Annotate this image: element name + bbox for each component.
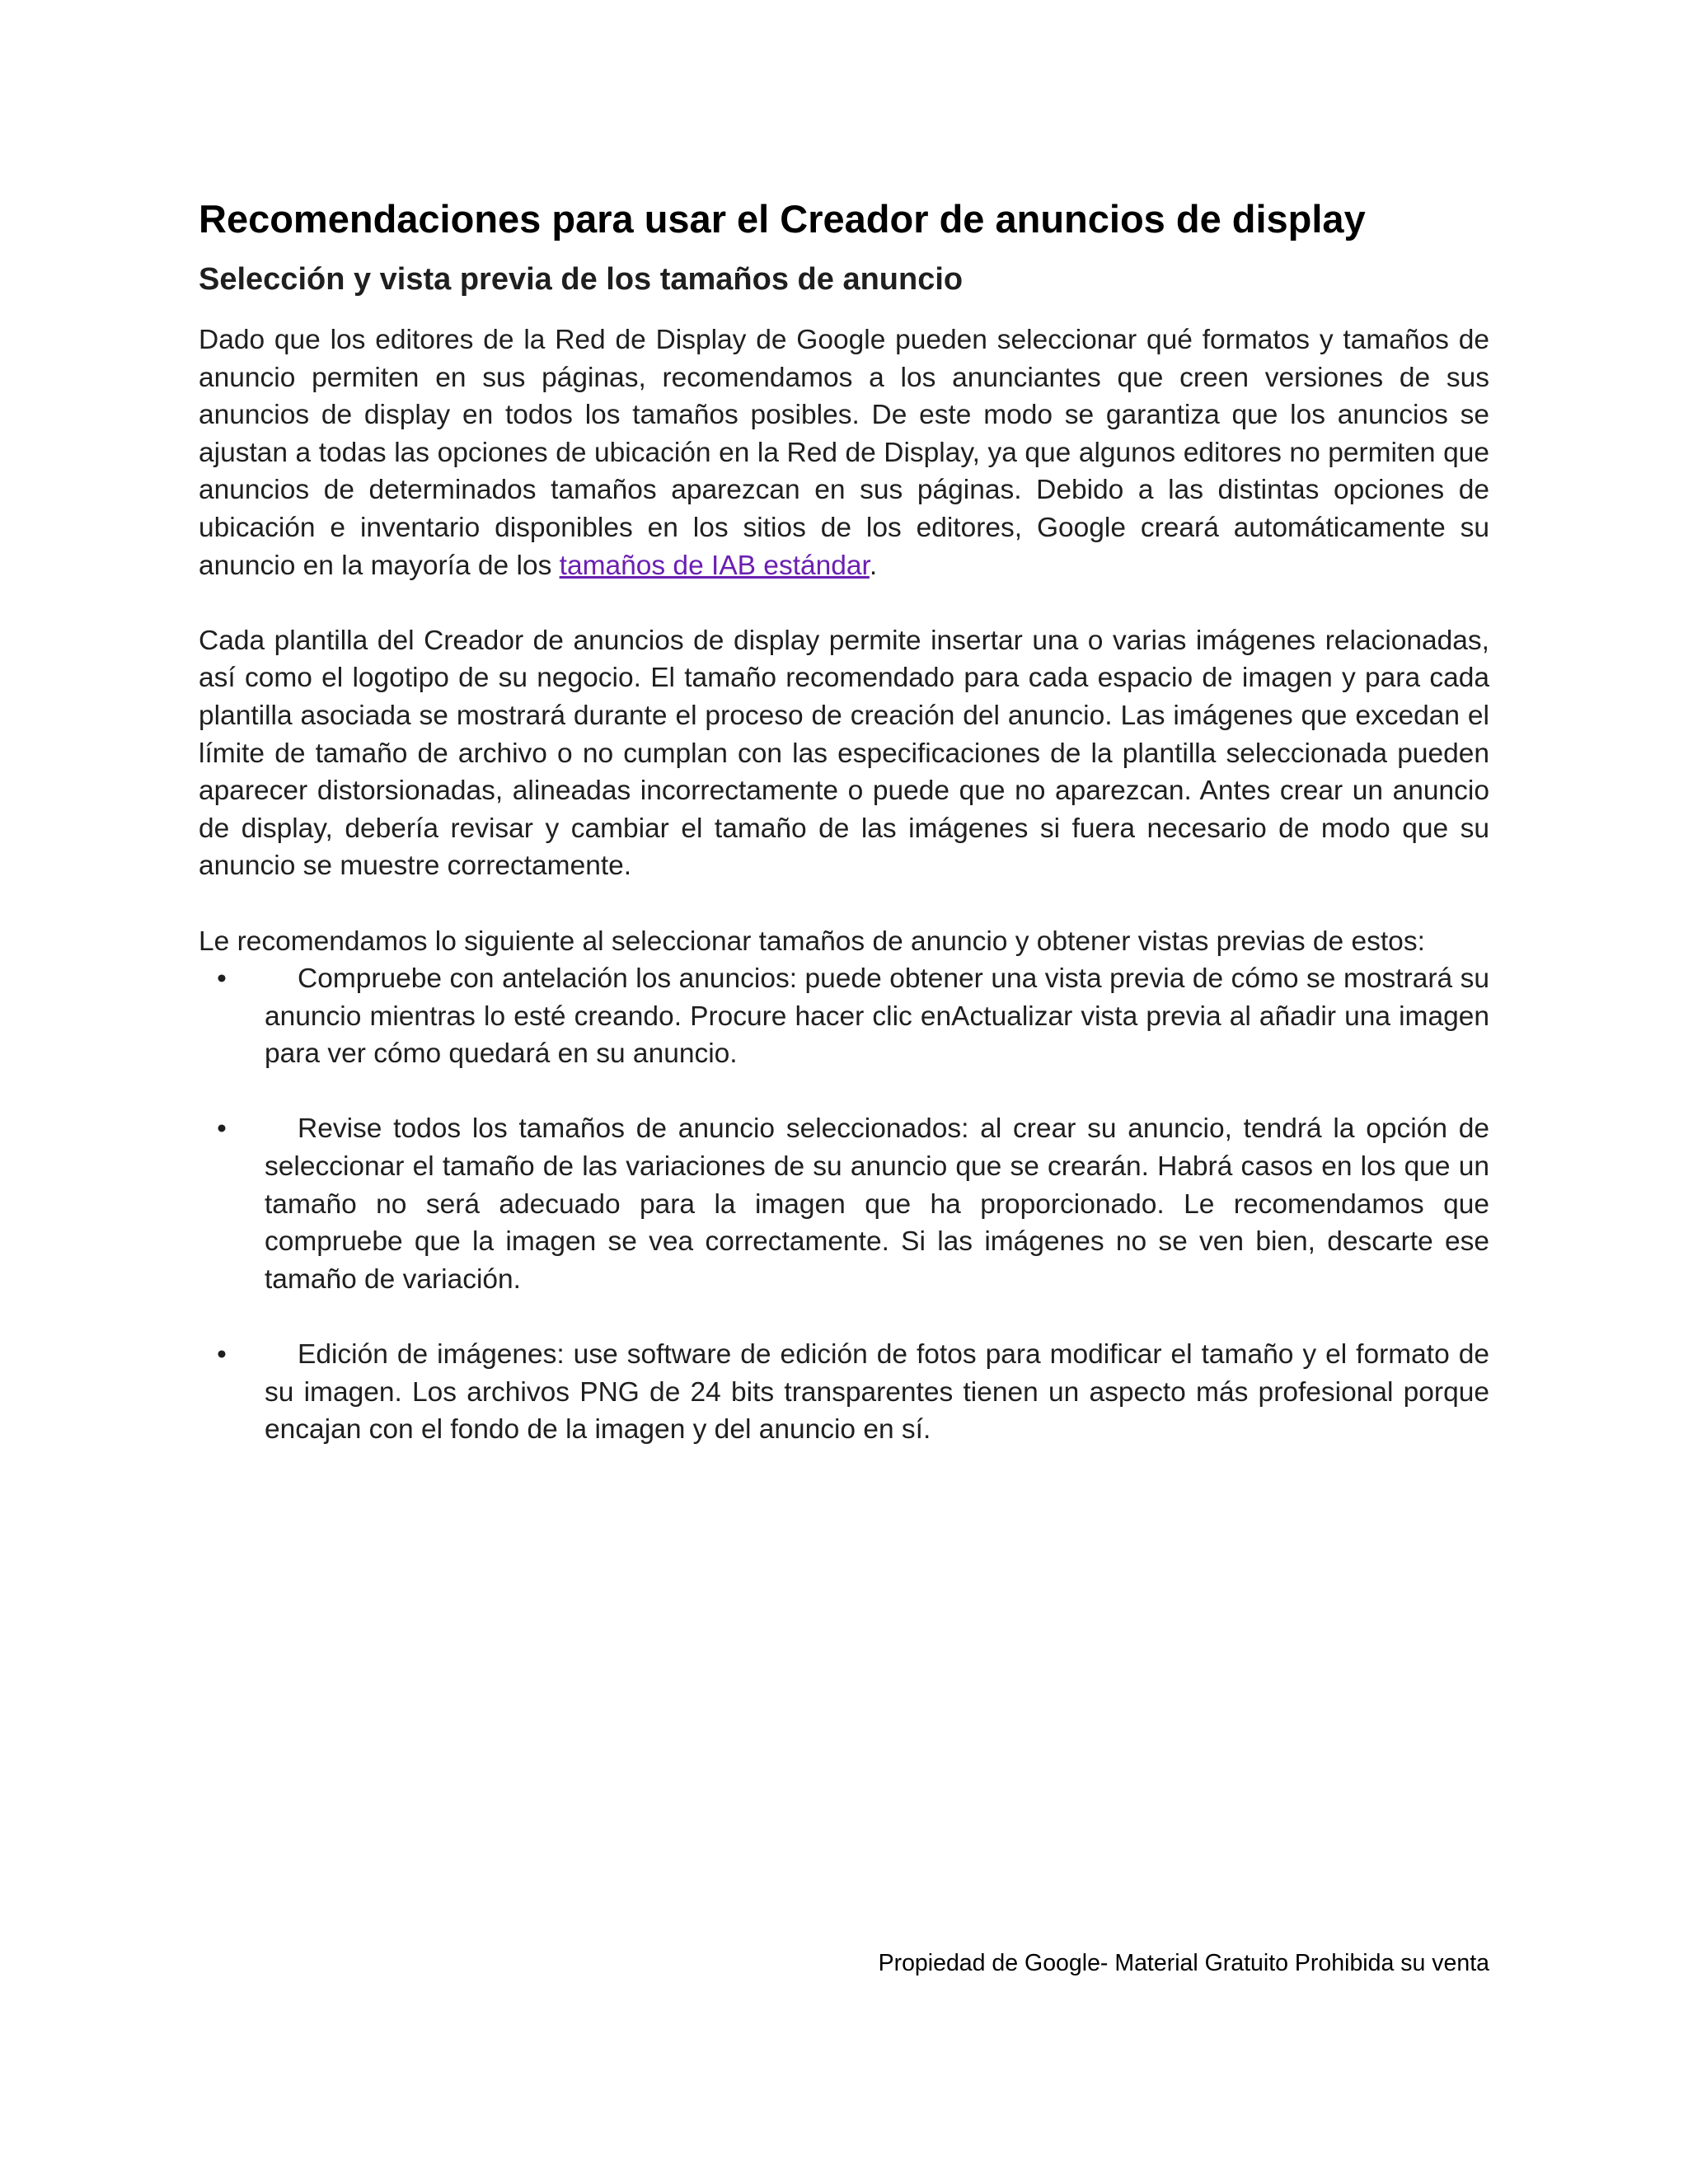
- list-item-text: Edición de imágenes: use software de edición de fotos para modificar el tamaño y el formato de su imagen. Los archivos PNG de 24 bits transparentes tienen un aspecto más profesional porque encajan con el fondo de la imagen y del anuncio en sí.: [265, 1339, 1489, 1446]
- list-item: [199, 1110, 1489, 1298]
- iab-sizes-link[interactable]: tamaños de IAB estándar: [559, 550, 870, 581]
- bullet-icon: •: [217, 1339, 227, 1371]
- list-item: [199, 1336, 1489, 1449]
- paragraph-spacer: [199, 885, 1489, 923]
- paragraph-display-network: [199, 321, 1489, 584]
- bullet-icon: •: [217, 963, 227, 995]
- paragraph-end: .: [869, 550, 878, 581]
- section-heading: Selección y vista previa de los tamaños de anuncio: [199, 262, 964, 297]
- recommendations-list: [199, 960, 1489, 1449]
- list-spacer: [199, 1298, 1489, 1336]
- paragraph-templates: Cada plantilla del Creador de anuncios de display permite insertar una o varias imágenes relacionadas, así como el logotipo de su negocio. El tamaño recomendado para cada espacio de imagen y para cada plantilla asociada se mostrará durante el proceso de creación del anuncio. Las imágenes que excedan el límite de tamaño de archivo o no cumplan con las especificaciones de la plantilla seleccionada pueden aparecer distorsionadas, alineadas incorrectamente o puede que no aparezcan. Antes crear un anuncio de display, debería revisar y cambiar el tamaño de las imágenes si fuera necesario de modo que su anuncio se muestre correctamente.: [199, 625, 1489, 882]
- list-item-text: Revise todos los tamaños de anuncio seleccionados: al crear su anuncio, tendrá la opción de seleccionar el tamaño de las variaciones de su anuncio que se crearán. Habrá casos en los que un tamaño no será adecuado para la imagen que ha proporcionado. Le recomendamos que compruebe que la imagen se vea correctamente. Si las imágenes no se ven bien, descarte ese tamaño de variación.: [265, 1113, 1489, 1295]
- paragraph-recommendations-intro: Le recomendamos lo siguiente al seleccionar tamaños de anuncio y obtener vistas previas de estos:: [199, 926, 1425, 957]
- list-item: [199, 960, 1489, 1073]
- bullet-icon: •: [217, 1113, 227, 1145]
- page-footer: Propiedad de Google- Material Gratuito Prohibida su venta: [878, 1950, 1489, 1976]
- paragraph-text: Dado que los editores de la Red de Display de Google pueden seleccionar qué formatos y tamaños de anuncio permiten en sus páginas, recomendamos a los anunciantes que creen versiones de sus anuncios de display en todos los tamaños posibles. De este modo se garantiza que los anuncios se ajustan a todas las opciones de ubicación en la Red de Display, ya que algunos editores no permiten que anuncios de determinados tamaños aparezcan en sus páginas. Debido a las distintas opciones de ubicación e inventario disponibles en los sitios de los editores, Google creará automáticamente su anuncio en la mayoría de los: [199, 325, 1489, 581]
- list-spacer: [199, 1073, 1489, 1111]
- list-item-text: Compruebe con antelación los anuncios: puede obtener una vista previa de cómo se mostrará su anuncio mientras lo esté creando. Procure hacer clic enActualizar vista previa al añadir una imagen para ver cómo quedará en su anuncio.: [265, 963, 1489, 1070]
- page-title: Recomendaciones para usar el Creador de anuncios de display: [199, 197, 1366, 241]
- paragraph-spacer: [199, 584, 1489, 622]
- document-page: [199, 194, 1489, 1449]
